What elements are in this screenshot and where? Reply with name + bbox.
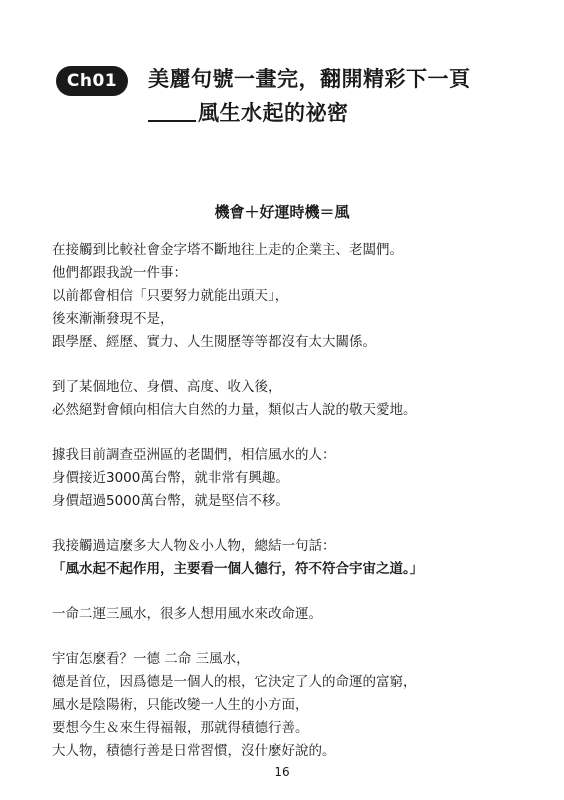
paragraph-5 xyxy=(52,603,522,626)
text-line: 宇宙怎麼看？一德 二命 三風水， xyxy=(52,651,250,667)
text-line: 他們都跟我說一件事： xyxy=(52,265,187,281)
chapter-title-line-1: 美麗句號一畫完，翻開精彩下一頁 xyxy=(148,67,471,91)
emphasis-quote: 「風水起不起作用，主要看一個人德行，符不符合宇宙之道。」 xyxy=(52,561,424,577)
chapter-title xyxy=(148,62,471,130)
chapter-title-line-2-wrap xyxy=(148,96,471,130)
chapter-badge: Ch01 xyxy=(56,66,128,96)
text-line: 我接觸過這麼多大人物＆小人物，總結一句話： xyxy=(52,538,336,554)
text-line: 必然絕對會傾向相信大自然的力量，類似古人說的敬天愛地。 xyxy=(52,402,417,418)
paragraph-2 xyxy=(52,376,522,422)
text-line: 在接觸到比較社會金字塔不斷地往上走的企業主、老闆們。 xyxy=(52,242,403,258)
paragraph-3 xyxy=(52,444,522,513)
text-line: 後來漸漸發現不是， xyxy=(52,311,174,327)
text-line: 據我目前調查亞洲區的老闆們，相信風水的人： xyxy=(52,447,336,463)
page-number: 16 xyxy=(274,765,290,779)
chapter-title-line-2: 風生水起的祕密 xyxy=(198,101,349,125)
text-line: 德是首位，因爲德是一個人的根，它決定了人的命運的富窮， xyxy=(52,674,417,690)
text-line: 到了某個地位、身價、高度、收入後， xyxy=(52,379,282,395)
text-line: 身價接近3000萬台幣，就非常有興趣。 xyxy=(52,470,289,486)
text-line: 風水是陰陽術，只能改變一人生的小方面， xyxy=(52,697,309,713)
paragraph-6 xyxy=(52,648,522,763)
text-line: 要想今生＆來生得福報，那就得積德行善。 xyxy=(52,720,309,736)
text-line: 身價超過5000萬台幣，就是堅信不移。 xyxy=(52,493,289,509)
text-line: 跟學歷、經歷、實力、人生閱歷等等都沒有太大關係。 xyxy=(52,334,376,350)
text-line: 大人物，積德行善是日常習慣，沒什麼好說的。 xyxy=(52,743,336,759)
title-underline-rule xyxy=(148,120,196,122)
body-text xyxy=(52,239,522,785)
text-line: 以前都會相信「只要努力就能出頭天」， xyxy=(52,288,289,304)
paragraph-1 xyxy=(52,239,522,354)
section-heading: 機會＋好運時機＝風 xyxy=(214,203,350,221)
text-line: 一命二運三風水，很多人想用風水來改命運。 xyxy=(52,606,322,622)
paragraph-4 xyxy=(52,535,522,581)
